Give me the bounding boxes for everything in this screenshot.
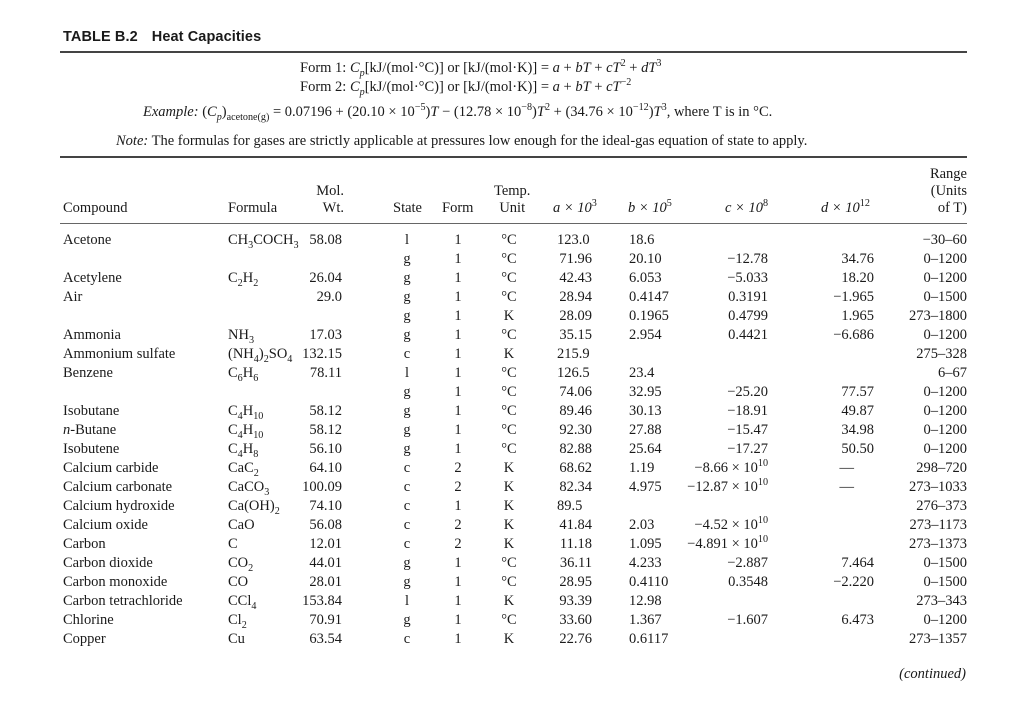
table-row <box>0 383 1024 402</box>
cell-a: 36.11 <box>559 555 592 571</box>
cell-form: 1 <box>454 574 462 590</box>
cell-range: 273–1357 <box>909 631 967 647</box>
table-row <box>0 307 1024 326</box>
cell-a: 41.84 <box>559 517 592 533</box>
cell-mol-wt: 44.01 <box>309 555 342 571</box>
header-form: Form <box>442 200 474 216</box>
cell-c: $-4.891 \times 10^{10}$ <box>687 534 768 552</box>
cell-temp-unit: K <box>503 308 515 324</box>
cell-mol-wt: 58.12 <box>309 403 342 419</box>
cell-formula: CaO <box>228 517 255 533</box>
cell-state: g <box>403 441 411 457</box>
cell-state: c <box>403 517 411 533</box>
cell-c: −18.91 <box>727 403 768 419</box>
cell-compound: Copper <box>63 631 106 647</box>
cell-range: 273–1800 <box>909 308 967 324</box>
cell-range: 273–1373 <box>909 536 967 552</box>
cell-range: 0–1200 <box>923 403 967 419</box>
cell-formula: $Cl_2$ <box>228 612 247 631</box>
table-row <box>0 364 1024 383</box>
cell-a: 93.39 <box>559 593 592 609</box>
cell-c: −12.78 <box>727 251 768 267</box>
table-row <box>0 554 1024 573</box>
cell-c: 0.3191 <box>728 289 768 305</box>
header-d: $d \times 10^{12}$ <box>821 198 870 216</box>
cell-temp-unit: °C <box>501 289 517 305</box>
cell-range: 0–1200 <box>923 612 967 628</box>
cell-temp-unit: °C <box>501 555 517 571</box>
cell-b: 1.367 <box>629 612 662 628</box>
header-mol-wt: Mol. Wt. <box>316 183 344 216</box>
cell-form: 1 <box>454 422 462 438</box>
cell-form: 1 <box>454 612 462 628</box>
cell-formula: C <box>228 536 238 552</box>
cell-form: 1 <box>454 365 462 381</box>
cell-state: c <box>403 536 411 552</box>
note-line: Note: The formulas for gases are strictly applicable at pressures low enough for the ideal-gas equation of state to apply. <box>116 133 808 149</box>
cell-state: g <box>403 403 411 419</box>
cell-b: 30.13 <box>629 403 662 419</box>
cell-mol-wt: 17.03 <box>309 327 342 343</box>
cell-c: 0.4421 <box>728 327 768 343</box>
table-row <box>0 269 1024 288</box>
cell-compound: n-Butane <box>63 422 117 438</box>
cell-temp-unit: K <box>503 460 515 476</box>
continued-label: (continued) <box>899 666 966 682</box>
cell-d: 50.50 <box>841 441 874 457</box>
cell-c: 0.4799 <box>728 308 768 324</box>
cell-state: g <box>403 612 411 628</box>
cell-form: 1 <box>454 498 462 514</box>
cell-range: 273–1173 <box>909 517 967 533</box>
cell-temp-unit: °C <box>501 422 517 438</box>
cell-temp-unit: °C <box>501 441 517 457</box>
table-row <box>0 345 1024 364</box>
cell-temp-unit: K <box>503 346 515 362</box>
cell-d: — <box>839 460 854 476</box>
cell-state: c <box>403 346 411 362</box>
table-row <box>0 440 1024 459</box>
cell-temp-unit: °C <box>501 574 517 590</box>
cell-form: 1 <box>454 251 462 267</box>
cell-compound: Isobutane <box>63 403 120 419</box>
cell-b: 0.6117 <box>629 631 669 647</box>
cell-compound: Ammonium sulfate <box>63 346 176 362</box>
cell-formula: $C_6H_6$ <box>228 365 259 384</box>
cell-state: g <box>403 327 411 343</box>
cell-a: 11.18 <box>559 536 592 552</box>
cell-formula: $(NH_4)_2SO_4$ <box>228 346 293 365</box>
cell-c: 0.3548 <box>728 574 768 590</box>
cell-b: 6.053 <box>629 270 662 286</box>
cell-b: 2.954 <box>629 327 662 343</box>
table-row <box>0 516 1024 535</box>
table-row <box>0 326 1024 345</box>
cell-b: 23.4 <box>629 365 655 381</box>
cell-range: 273–343 <box>916 593 967 609</box>
cell-d: 77.57 <box>841 384 874 400</box>
cell-range: −30–60 <box>922 232 967 248</box>
cell-a: 71.96 <box>559 251 592 267</box>
cell-formula: $C_4H_8$ <box>228 441 259 460</box>
cell-form: 1 <box>454 346 462 362</box>
cell-mol-wt: 58.12 <box>309 422 342 438</box>
cell-d: −6.686 <box>833 327 874 343</box>
cell-compound: Benzene <box>63 365 113 381</box>
header-state: State <box>393 200 422 216</box>
cell-form: 1 <box>454 403 462 419</box>
cell-state: c <box>403 460 411 476</box>
cell-a: 92.30 <box>559 422 592 438</box>
cell-a: 74.06 <box>559 384 592 400</box>
cell-b: 25.64 <box>629 441 662 457</box>
cell-a: 68.62 <box>559 460 592 476</box>
cell-range: 0–1200 <box>923 422 967 438</box>
cell-d: 18.20 <box>841 270 874 286</box>
cell-temp-unit: °C <box>501 384 517 400</box>
cell-d: 34.98 <box>841 422 874 438</box>
cell-state: l <box>404 365 410 381</box>
cell-a: 28.09 <box>559 308 592 324</box>
cell-state: c <box>403 631 411 647</box>
cell-compound: Calcium carbide <box>63 460 159 476</box>
cell-formula: $NH_3$ <box>228 327 255 346</box>
cell-mol-wt: 64.10 <box>309 460 342 476</box>
cell-temp-unit: K <box>503 517 515 533</box>
cell-temp-unit: °C <box>501 327 517 343</box>
cell-form: 1 <box>454 631 462 647</box>
cell-form: 1 <box>454 308 462 324</box>
cell-compound: Chlorine <box>63 612 114 628</box>
header-temp-unit: Temp. Unit <box>494 183 531 216</box>
cell-a: 215.9 <box>557 346 590 362</box>
table-number: TABLE B.2 <box>63 29 138 45</box>
cell-form: 1 <box>454 593 462 609</box>
cell-d: 7.464 <box>841 555 874 571</box>
cell-compound: Calcium oxide <box>63 517 148 533</box>
cell-range: 298–720 <box>916 460 967 476</box>
cell-state: c <box>403 498 411 514</box>
cell-formula: $C_2H_2$ <box>228 270 259 289</box>
cell-temp-unit: K <box>503 536 515 552</box>
table-row <box>0 535 1024 554</box>
cell-a: 22.76 <box>559 631 592 647</box>
cell-b: 12.98 <box>629 593 662 609</box>
cell-form: 2 <box>454 460 462 476</box>
cell-temp-unit: K <box>503 479 515 495</box>
cell-compound: Carbon tetrachloride <box>63 593 183 609</box>
cell-d: 1.965 <box>841 308 874 324</box>
cell-mol-wt: 78.11 <box>309 365 342 381</box>
cell-form: 2 <box>454 479 462 495</box>
cell-formula: $C_4H_{10}$ <box>228 403 264 422</box>
cell-form: 1 <box>454 384 462 400</box>
header-range: Range (Units of T) <box>929 166 967 216</box>
cell-d: — <box>839 479 854 495</box>
cell-d: 6.473 <box>841 612 874 628</box>
cell-formula: CaC$_2$ <box>228 460 259 479</box>
cell-c: $-4.52 \times 10^{10}$ <box>694 515 768 533</box>
cell-compound: Calcium carbonate <box>63 479 173 495</box>
cell-form: 1 <box>454 327 462 343</box>
header-bottom-rule <box>60 223 967 224</box>
cell-formula: Cu <box>228 631 245 647</box>
cell-temp-unit: °C <box>501 232 517 248</box>
cell-a: 82.88 <box>559 441 592 457</box>
cell-range: 275–328 <box>916 346 967 362</box>
cell-temp-unit: °C <box>501 403 517 419</box>
cell-b: 4.975 <box>629 479 662 495</box>
cell-form: 1 <box>454 555 462 571</box>
cell-d: 34.76 <box>841 251 874 267</box>
table-row <box>0 231 1024 250</box>
cell-range: 0–1200 <box>923 327 967 343</box>
cell-compound: Acetylene <box>63 270 122 286</box>
cell-form: 1 <box>454 289 462 305</box>
cell-d: −2.220 <box>833 574 874 590</box>
cell-compound: Carbon monoxide <box>63 574 168 590</box>
cell-state: g <box>403 555 411 571</box>
table-row <box>0 288 1024 307</box>
cell-c: −25.20 <box>727 384 768 400</box>
cell-range: 0–1500 <box>923 289 967 305</box>
cell-compound: Carbon dioxide <box>63 555 153 571</box>
cell-c: $-8.66 \times 10^{10}$ <box>694 458 768 476</box>
cell-b: 4.233 <box>629 555 662 571</box>
cell-mol-wt: 70.91 <box>309 612 342 628</box>
cell-a: 28.94 <box>559 289 592 305</box>
cell-compound: Carbon <box>63 536 106 552</box>
cell-mol-wt: 26.04 <box>309 270 342 286</box>
cell-c: −15.47 <box>727 422 768 438</box>
table-row <box>0 421 1024 440</box>
cell-c: −5.033 <box>727 270 768 286</box>
cell-range: 273–1033 <box>909 479 967 495</box>
table-row <box>0 573 1024 592</box>
cell-c: −2.887 <box>727 555 768 571</box>
table-row <box>0 478 1024 497</box>
cell-temp-unit: °C <box>501 612 517 628</box>
cell-a: 126.5 <box>557 365 590 381</box>
cell-temp-unit: °C <box>501 270 517 286</box>
cell-a: 28.95 <box>559 574 592 590</box>
cell-b: 1.095 <box>629 536 662 552</box>
cell-b: 0.1965 <box>629 308 669 324</box>
form-equations <box>300 59 661 97</box>
cell-form: 1 <box>454 270 462 286</box>
cell-range: 0–1200 <box>923 384 967 400</box>
cell-b: 0.4110 <box>629 574 669 590</box>
cell-mol-wt: 100.09 <box>302 479 342 495</box>
cell-c: $-12.87 \times 10^{10}$ <box>687 477 768 495</box>
cell-state: g <box>403 270 411 286</box>
cell-mol-wt: 12.01 <box>309 536 342 552</box>
cell-mol-wt: 56.08 <box>309 517 342 533</box>
cell-state: g <box>403 574 411 590</box>
cell-range: 0–1200 <box>923 270 967 286</box>
cell-compound: Isobutene <box>63 441 120 457</box>
cell-mol-wt: 28.01 <box>309 574 342 590</box>
cell-state: g <box>403 289 411 305</box>
cell-mol-wt: 56.10 <box>309 441 342 457</box>
cell-mol-wt: 74.10 <box>309 498 342 514</box>
cell-a: 33.60 <box>559 612 592 628</box>
cell-state: g <box>403 251 411 267</box>
cell-formula: $C_4H_{10}$ <box>228 422 264 441</box>
table-row <box>0 250 1024 269</box>
cell-compound: Acetone <box>63 232 112 248</box>
cell-state: l <box>404 593 410 609</box>
cell-range: 0–1500 <box>923 555 967 571</box>
cell-state: g <box>403 308 411 324</box>
cell-b: 1.19 <box>629 460 655 476</box>
cell-a: 89.5 <box>557 498 583 514</box>
cell-mol-wt: 58.08 <box>309 232 342 248</box>
cell-range: 0–1500 <box>923 574 967 590</box>
cell-mol-wt: 63.54 <box>309 631 342 647</box>
cell-temp-unit: K <box>503 631 515 647</box>
cell-a: 123.0 <box>557 232 590 248</box>
cell-state: g <box>403 422 411 438</box>
cell-range: 6–67 <box>938 365 967 381</box>
cell-form: 2 <box>454 536 462 552</box>
cell-formula: CO <box>228 574 249 590</box>
cell-compound: Ammonia <box>63 327 121 343</box>
cell-state: g <box>403 384 411 400</box>
cell-b: 32.95 <box>629 384 662 400</box>
cell-formula: $CO_2$ <box>228 555 254 574</box>
cell-a: 42.43 <box>559 270 592 286</box>
cell-temp-unit: K <box>503 498 515 514</box>
header-compound: Compound <box>63 200 128 216</box>
table-row <box>0 611 1024 630</box>
table-row <box>0 459 1024 478</box>
cell-d: 49.87 <box>841 403 874 419</box>
cell-temp-unit: °C <box>501 251 517 267</box>
cell-range: 276–373 <box>916 498 967 514</box>
cell-formula: $Ca(OH)_2$ <box>228 498 280 517</box>
table-row <box>0 630 1024 649</box>
form1-line: Form 1: $C_p[kJ/(mol\cdot^\circ C)]$ or [kJ/(mol·K)] = a + bT + $cT^2 + dT^3$ <box>300 58 662 79</box>
cell-c: −17.27 <box>727 441 768 457</box>
cell-b: 2.03 <box>629 517 655 533</box>
example-line: Example: $(C_p)_{acetone(g)} = 0.07196 + (20.10 \times 10^{-5})T - (12.78 \times 10^{-8})T^2 + (34.76 \times 10^{-12})T^3$, where T is in °C. <box>143 102 773 123</box>
cell-form: 1 <box>454 232 462 248</box>
table-row <box>0 497 1024 516</box>
cell-formula: $CH_3COCH_3$ <box>228 232 299 251</box>
cell-formula: CCl$_4$ <box>228 593 257 612</box>
cell-state: c <box>403 479 411 495</box>
cell-a: 89.46 <box>559 403 592 419</box>
cell-range: 0–1200 <box>923 441 967 457</box>
cell-a: 35.15 <box>559 327 592 343</box>
header-b: $b \times 10^5$ <box>628 198 672 216</box>
table-row <box>0 592 1024 611</box>
header-c: $c \times 10^8$ <box>725 198 769 216</box>
table-caption: Heat Capacities <box>151 29 262 45</box>
cell-compound: Calcium hydroxide <box>63 498 175 514</box>
cell-d: −1.965 <box>833 289 874 305</box>
cell-b: 18.6 <box>629 232 655 248</box>
cell-range: 0–1200 <box>923 251 967 267</box>
cell-formula: CaCO$_3$ <box>228 479 270 498</box>
cell-temp-unit: K <box>503 593 515 609</box>
cell-compound: Air <box>63 289 83 305</box>
cell-form: 1 <box>454 441 462 457</box>
cell-a: 82.34 <box>559 479 592 495</box>
cell-temp-unit: °C <box>501 365 517 381</box>
cell-mol-wt: 132.15 <box>302 346 342 362</box>
cell-state: l <box>404 232 410 248</box>
cell-mol-wt: 153.84 <box>302 593 342 609</box>
cell-b: 27.88 <box>629 422 662 438</box>
header-formula: Formula <box>228 200 278 216</box>
table-title <box>63 29 261 45</box>
header-top-rule <box>60 156 967 158</box>
cell-mol-wt: 29.0 <box>316 289 342 305</box>
header-a: $a \times 10^3$ <box>553 198 597 216</box>
top-rule <box>60 51 967 53</box>
form2-line: Form 2: $C_p[kJ/(mol\cdot^\circ C)]$ or [kJ/(mol·K)] = a + bT + $cT^{-2}$ <box>300 77 632 98</box>
cell-b: 20.10 <box>629 251 662 267</box>
table-row <box>0 402 1024 421</box>
cell-form: 2 <box>454 517 462 533</box>
cell-b: 0.4147 <box>629 289 669 305</box>
cell-c: −1.607 <box>727 612 768 628</box>
